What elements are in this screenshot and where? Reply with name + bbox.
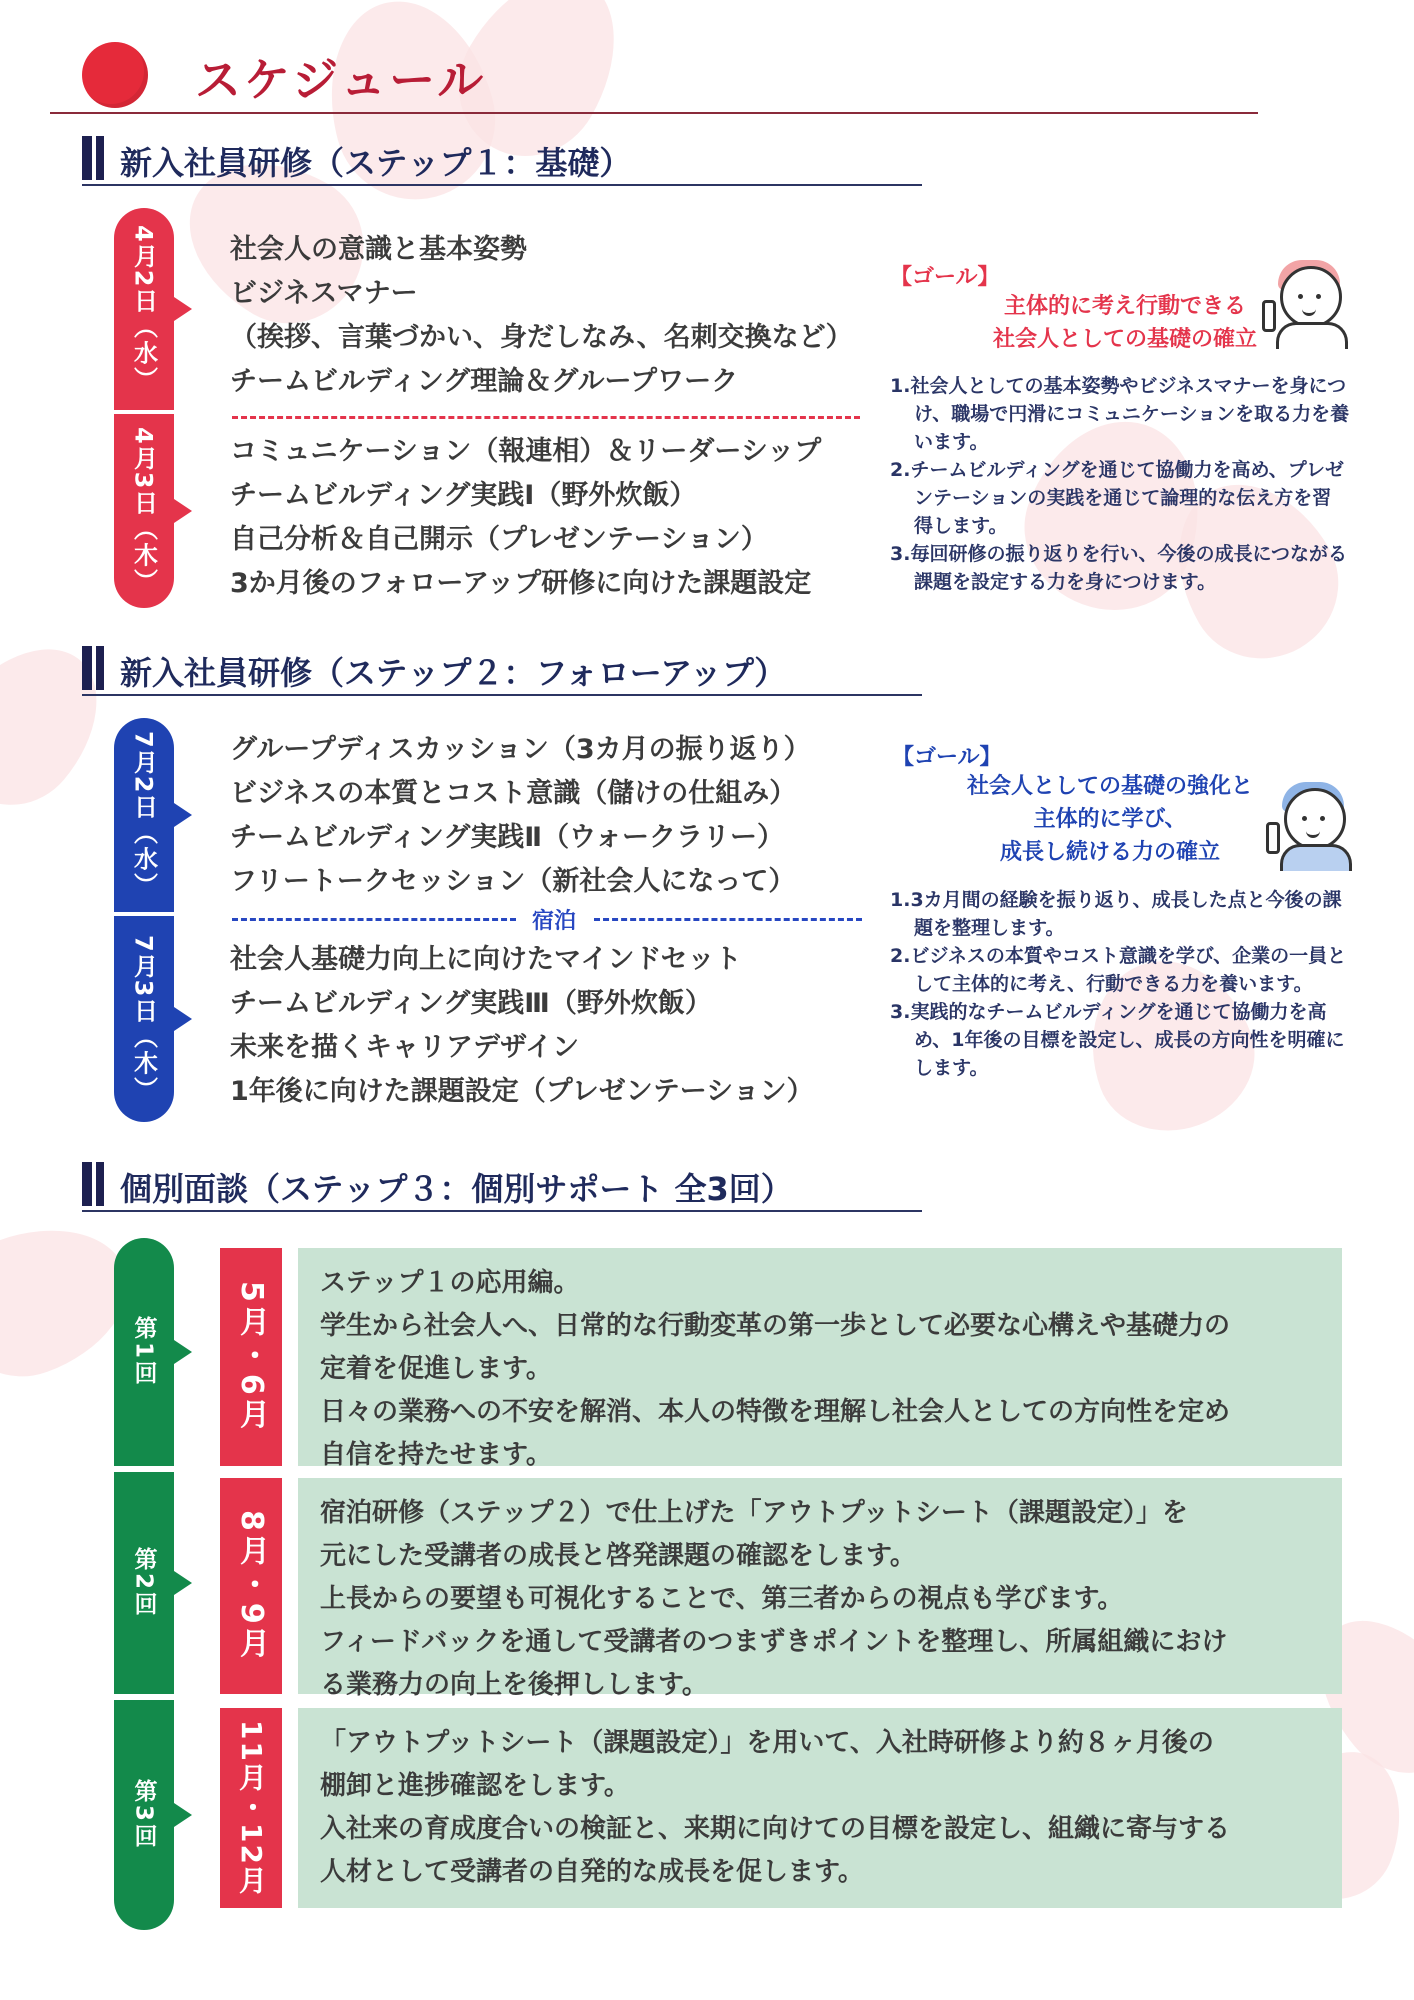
round1-tab [114,1238,174,1466]
list-item: （挨拶、言葉づかい、身だしなみ、名刺交換など） [230,322,853,353]
list-item: 自己分析＆自己開示（プレゼンテーション） [230,524,768,555]
list-item: グループディスカッション（3カ月の振り返り） [230,734,811,765]
step2-day1-date: 7月2日（水） [129,731,158,899]
step2-day2-date-tab [114,916,174,1122]
step1-day2-date-tab [114,414,174,608]
content-line: 元にした受講者の成長と啓発課題の確認をします。 [320,1541,916,1571]
round2-content-box [298,1478,1342,1700]
round1-months-box [220,1248,282,1466]
content-line: 入社来の育成度合いの検証と、来期に向けての目標を設定し、組織に寄与する [320,1814,1231,1844]
goal-headline-line: 主体的に学び、 [1033,807,1187,832]
step2-goal-headline [940,770,1280,869]
round1-content-box [298,1248,1342,1470]
step2-dashed-divider-left [232,918,516,921]
goal-point: 3.毎回研修の振り返りを行い、今後の成長につながる課題を設定する力を身につけます。 [890,543,1348,593]
goal-point: 2.チームビルディングを通じて協働力を高め、プレゼンテーションの実践を通じて論理的な伝え方を習得します。 [890,459,1345,537]
content-line: フィードバックを通して受講者のつまずきポイントを整理し、所属組織におけ [320,1627,1228,1657]
list-item: チームビルディング実践Ⅱ（ウォークラリー） [230,822,785,853]
step2-day1-list [230,728,811,904]
content-line: 学生から社会人へ、日常的な行動変革の第一歩として必要な心構えや基礎力の [320,1311,1231,1341]
list-item: 社会人の意識と基本姿勢 [230,234,527,265]
content-line: 棚卸と進捗確認をします。 [320,1771,630,1801]
step1-heading [82,134,922,186]
list-item: 未来を描くキャリアデザイン [230,1032,580,1063]
step2-goal-points [890,886,1350,1082]
goal-point: 2.ビジネスの本質やコスト意識を学び、企業の一員として主体的に考え、行動できる力を養います。 [890,945,1347,995]
goal-headline-line: 社会人としての基礎の強化と [966,774,1253,799]
list-item: ビジネスの本質とコスト意識（儲けの仕組み） [230,778,797,809]
round3-content-box [298,1708,1342,1908]
content-line: 宿泊研修（ステップ２）で仕上げた「アウトプットシート（課題設定）」を [320,1498,1188,1528]
round3-tab [114,1700,174,1930]
round3-months: 11月・12月 [235,1720,268,1896]
round2-months: 8月・9月 [234,1510,269,1662]
content-line: 上長からの要望も可視化することで、第三者からの視点も学びます。 [320,1584,1124,1614]
goal-point: 1.社会人としての基本姿勢やビジネスマナーを身につけ、職場で円滑にコミュニケーションを取る力を養います。 [890,375,1350,453]
step1-goal-label: 【ゴール】 [890,265,1000,290]
round1-months: 5月・6月 [234,1281,269,1433]
person-pointing-icon [1272,778,1354,868]
page-title: スケジュール [195,53,487,107]
content-line: 自信を持たせます。 [320,1440,552,1470]
step2-day2-list [230,938,814,1114]
step1-day1-list [230,228,853,404]
content-line: る業務力の向上を後押しします。 [320,1670,708,1700]
title-divider [50,112,1258,114]
step1-goal-headline [960,290,1290,356]
round2-label: 第2回 [130,1547,157,1619]
step1-day1-date-tab [114,208,174,410]
content-line: 「アウトプットシート（課題設定）」を用いて、入社時研修より約８ヶ月後の [320,1728,1214,1758]
content-line: 日々の業務への不安を解消、本人の特徴を理解し社会人としての方向性を定め [320,1397,1231,1427]
step1-day2-date: 4月3日（木） [129,427,158,595]
step2-goal-label: 【ゴール】 [892,745,1002,770]
step1-day2-list [230,430,821,606]
step2-day2-date: 7月3日（木） [129,935,158,1103]
list-item: コミュニケーション（報連相）＆リーダーシップ [230,436,822,467]
list-item: フリートークセッション（新社会人になって） [230,866,796,897]
list-item: 3か月後のフォローアップ研修に向けた課題設定 [230,568,812,599]
goal-headline-line: 主体的に考え行動できる [1003,294,1246,319]
goal-point: 1.3カ月間の経験を振り返り、成長した点と今後の課題を整理します。 [890,889,1342,939]
step1-heading-text: 新入社員研修（ステップ１：基礎） [120,144,632,182]
step2-day1-date-tab [114,718,174,912]
goal-headline-line: 社会人としての基礎の確立 [992,327,1257,352]
goal-point: 3.実践的なチームビルディングを通じて協働力を高め、1年後の目標を設定し、成長の方向性を明確にします。 [890,1001,1345,1079]
content-line: 人材として受講者の自発的な成長を促します。 [320,1857,864,1887]
step1-day1-date: 4月2日（水） [129,225,158,393]
round2-tab [114,1472,174,1694]
list-item: 1年後に向けた課題設定（プレゼンテーション） [230,1076,814,1107]
round3-label: 第3回 [130,1779,157,1851]
step2-dashed-divider-right [594,918,862,921]
round2-months-box [220,1478,282,1694]
list-item: ビジネスマナー [230,278,418,309]
step3-heading-text: 個別面談（ステップ３：個別サポート 全3回） [120,1170,793,1208]
list-item: チームビルディング実践Ⅲ（野外炊飯） [230,988,712,1019]
goal-headline-line: 成長し続ける力の確立 [999,840,1220,865]
round3-months-box [220,1708,282,1908]
list-item: チームビルディング実践Ⅰ（野外炊飯） [230,480,697,511]
list-item: 社会人基礎力向上に向けたマインドセット [230,944,742,975]
title-circle-icon [82,42,148,108]
step2-heading [82,644,922,696]
step1-dashed-divider [232,416,860,419]
content-line: ステップ１の応用編。 [320,1268,580,1298]
step1-goal-points [890,372,1350,596]
list-item: チームビルディング理論＆グループワーク [230,366,739,397]
step2-heading-text: 新入社員研修（ステップ２：フォローアップ） [120,654,787,692]
overnight-stay-label: 宿泊 [532,909,577,934]
content-line: 定着を促進します。 [320,1354,552,1384]
person-pointing-icon [1268,256,1350,346]
step3-heading [82,1160,922,1212]
round1-label: 第1回 [130,1316,157,1388]
